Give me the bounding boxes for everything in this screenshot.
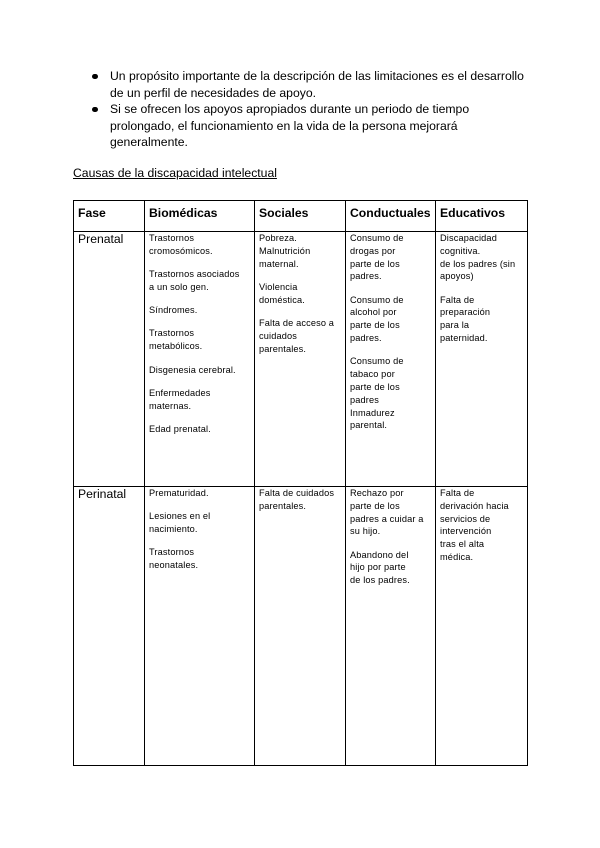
header-educativos: Educativos <box>436 201 528 232</box>
cell-item: Falta de cuidados parentales. <box>259 488 335 511</box>
cell-item: Edad prenatal. <box>149 423 211 434</box>
cell-item: Consumo de drogas por parte de los padres. <box>350 233 404 282</box>
biomedicas-cell <box>145 487 255 766</box>
phase-cell: Perinatal <box>74 487 145 766</box>
cell-item: Violencia doméstica. <box>259 281 305 305</box>
educativos-cell <box>436 487 528 766</box>
table-row <box>74 487 528 766</box>
table-header-row <box>74 201 528 232</box>
header-conductuales: Conductuales <box>346 201 436 232</box>
conductuales-cell <box>346 232 436 487</box>
phase-cell: Prenatal <box>74 232 145 487</box>
table-row <box>74 232 528 487</box>
educativos-cell <box>436 232 528 487</box>
cell-item: Síndromes. <box>149 305 198 316</box>
cell-item: Trastornos cromosómicos. <box>149 233 213 256</box>
cell-item: Discapacidad cognitiva. de los padres (sin apoyos) <box>440 233 516 282</box>
bullet-item: Si se ofrecen los apoyos apropiados durante un periodo de tiempo prolongado, el funcionamiento en la vida de la persona mejorará generalmente. <box>90 101 530 151</box>
cell-item: Consumo de alcohol por parte de los padres. <box>350 294 404 344</box>
header-fase: Fase <box>74 201 145 232</box>
sociales-cell <box>255 232 346 487</box>
cell-item: Trastornos asociados a un solo gen. <box>149 269 240 292</box>
cell-item: Enfermedades maternas. <box>149 387 211 411</box>
cell-item: Pobreza. Malnutrición maternal. <box>259 233 311 269</box>
cell-item: Falta de derivación hacia servicios de intervención tras el alta médica. <box>440 488 509 562</box>
causes-table <box>73 200 528 766</box>
bullet-list <box>90 68 530 151</box>
cell-item: Lesiones en el nacimiento. <box>149 511 211 535</box>
sociales-cell <box>255 487 346 766</box>
header-sociales: Sociales <box>255 201 346 232</box>
cell-item: Falta de preparación para la paternidad. <box>440 294 491 344</box>
cell-item: Abandono del hijo por parte de los padres. <box>350 549 410 586</box>
cell-item: Falta de acceso a cuidados parentales. <box>259 317 335 354</box>
cell-item: Disgenesia cerebral. <box>149 364 236 375</box>
cell-item: Prematuridad. <box>149 488 209 498</box>
cell-item: Trastornos metabólicos. <box>149 328 203 352</box>
bullet-item: Un propósito importante de la descripción de las limitaciones es el desarrollo de un perfil de necesidades de apoyo. <box>90 68 530 101</box>
section-title: Causas de la discapacidad intelectual <box>73 166 277 180</box>
cell-item: Consumo de tabaco por parte de los padres Inmadurez parental. <box>350 356 404 431</box>
cell-item: Trastornos neonatales. <box>149 547 199 571</box>
conductuales-cell <box>346 487 436 766</box>
cell-item: Rechazo por parte de los padres a cuidar a su hijo. <box>350 488 424 537</box>
biomedicas-cell <box>145 232 255 487</box>
header-biomedicas: Biomédicas <box>145 201 255 232</box>
